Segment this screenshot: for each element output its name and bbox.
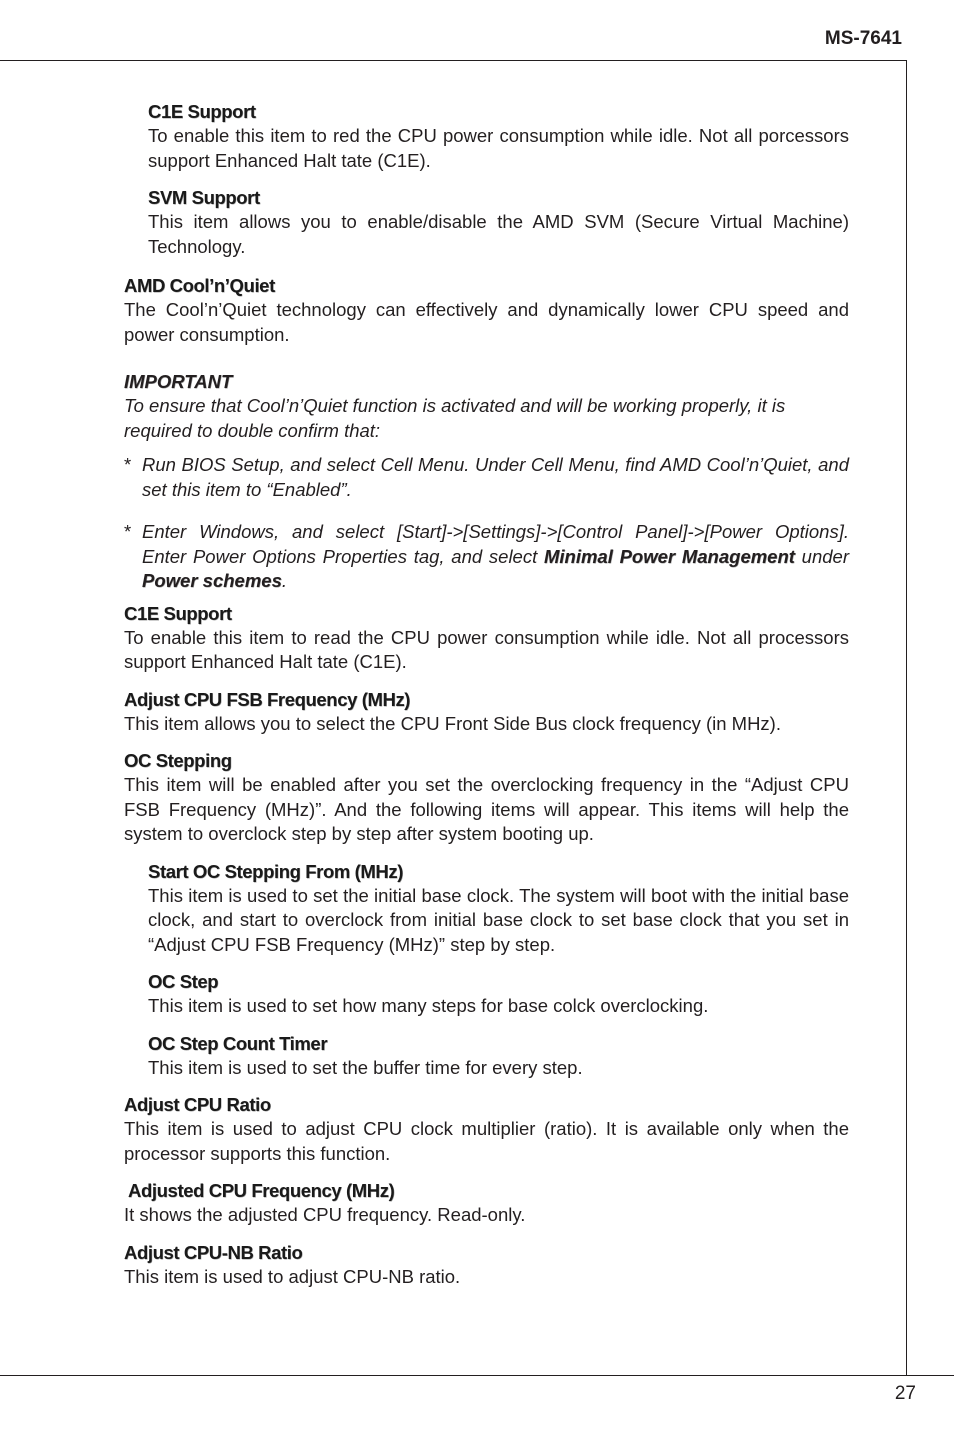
- heading-c1e-support: C1E Support: [124, 602, 232, 624]
- section-c1e-support: [124, 602, 849, 675]
- text-c1e-support: To enable this item to read the CPU power consumption while idle. Not all processors support Enhanced Halt tate (C1E).: [124, 626, 849, 672]
- text-adjust-cpu-nb-ratio: This item is used to adjust CPU-NB ratio.: [124, 1265, 461, 1287]
- emphasis-minimal-power-management: Minimal Power Management: [543, 545, 795, 567]
- heading-c1e-support-sub: C1E Support: [148, 101, 256, 122]
- bullet-mark: *: [124, 454, 132, 475]
- text-start-oc-stepping-from: This item is used to set the initial base clock. The system will boot with the initial base clock, and start to overclock from initial base clock to set base clock that you set in “Adjust CPU FSB Frequency (MHz)” step by step.: [148, 884, 849, 955]
- heading-oc-stepping: OC Stepping: [124, 750, 232, 771]
- bullet-text-under: under: [794, 545, 849, 567]
- bullet-text-period: .: [281, 570, 287, 591]
- heading-oc-step: OC Step: [148, 971, 219, 992]
- bullet-windows-power: [124, 520, 849, 594]
- text-amd-cool-n-quiet: The Cool’n’Quiet technology can effectively and dynamically lower CPU speed and power consumption.: [124, 299, 849, 345]
- section-adjust-cpu-fsb-frequency: [124, 688, 849, 737]
- footer-rule: [0, 1375, 954, 1376]
- bullet-mark: *: [124, 521, 132, 542]
- text-svm-support: This item allows you to enable/disable the AMD SVM (Secure Virtual Machine) Technology.: [148, 211, 849, 257]
- section-amd-cool-n-quiet: [124, 274, 849, 347]
- emphasis-power-schemes: Power schemes: [142, 570, 282, 591]
- side-rule: [906, 60, 907, 1376]
- bullet-text-bios-setup: Run BIOS Setup, and select Cell Menu. Under Cell Menu, find AMD Cool’n’Quiet, and set this item to “Enabled”.: [142, 454, 849, 500]
- heading-svm-support: SVM Support: [148, 187, 260, 208]
- header-rule: [0, 60, 907, 61]
- section-oc-step-count-timer: [124, 1032, 849, 1081]
- section-adjust-cpu-ratio: [124, 1093, 849, 1166]
- text-oc-step-count-timer: This item is used to set the buffer time for every step.: [148, 1056, 583, 1078]
- heading-adjust-cpu-ratio: Adjust CPU Ratio: [124, 1094, 271, 1115]
- text-c1e-support-sub: To enable this item to red the CPU power consumption while idle. Not all porcessors support Enhanced Halt tate (C1E).: [148, 125, 849, 171]
- important-note: [124, 370, 849, 594]
- text-important: To ensure that Cool’n’Quiet function is activated and will be working properly, it is required to double confirm that:: [124, 395, 786, 441]
- section-svm-support: [124, 186, 849, 259]
- bullet-bios-setup: [124, 453, 849, 502]
- bullet-text-windows-power: Enter Windows, and select [Start]->[Settings]->[Control Panel]->[Power Options]. Enter Power Options Properties tag, and select: [142, 521, 849, 567]
- section-c1e-support-sub: [124, 100, 849, 173]
- heading-adjust-cpu-nb-ratio: Adjust CPU-NB Ratio: [124, 1241, 303, 1263]
- section-start-oc-stepping-from: [124, 860, 849, 958]
- text-adjust-cpu-fsb-frequency: This item allows you to select the CPU Front Side Bus clock frequency (in MHz).: [124, 712, 781, 734]
- heading-important: IMPORTANT: [124, 371, 233, 392]
- heading-start-oc-stepping-from: Start OC Stepping From (MHz): [148, 860, 403, 882]
- page-number: 27: [894, 1383, 916, 1404]
- heading-adjusted-cpu-frequency: Adjusted CPU Frequency (MHz): [124, 1180, 395, 1201]
- section-oc-step: [124, 970, 849, 1019]
- manual-content: [124, 100, 849, 1289]
- section-oc-stepping: [124, 749, 849, 847]
- text-oc-step: This item is used to set how many steps for base colck overclocking.: [148, 995, 709, 1016]
- text-oc-stepping: This item will be enabled after you set the overclocking frequency in the “Adjust CPU FSB Frequency (MHz)”. And the following items will appear. This items will help the system to overclock step by step after system booting up.: [124, 774, 849, 844]
- section-adjusted-cpu-frequency: [124, 1179, 849, 1228]
- heading-amd-cool-n-quiet: AMD Cool’n’Quiet: [124, 275, 275, 296]
- heading-oc-step-count-timer: OC Step Count Timer: [148, 1032, 328, 1054]
- model-number: MS-7641: [824, 28, 902, 49]
- section-adjust-cpu-nb-ratio: [124, 1241, 849, 1290]
- heading-adjust-cpu-fsb-frequency: Adjust CPU FSB Frequency (MHz): [124, 688, 411, 710]
- text-adjusted-cpu-frequency: It shows the adjusted CPU frequency. Read-only.: [124, 1204, 526, 1225]
- text-adjust-cpu-ratio: This item is used to adjust CPU clock multiplier (ratio). It is available only when the processor supports this function.: [124, 1118, 849, 1164]
